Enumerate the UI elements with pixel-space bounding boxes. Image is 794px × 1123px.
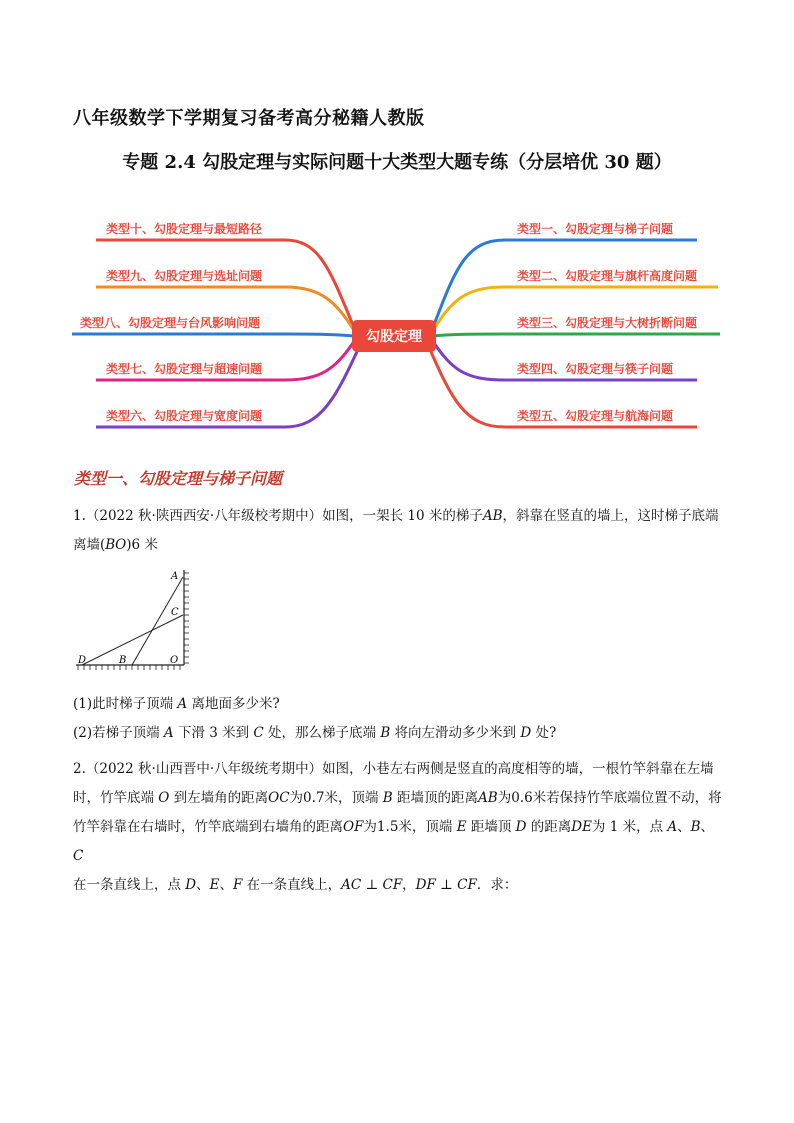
branch-left-3	[72, 334, 355, 336]
point-label-o: O	[170, 655, 179, 666]
mindmap-center-label: 勾股定理	[366, 329, 422, 345]
page-title: 专题 2.4 勾股定理与实际问题十大类型大题专练（分层培优 30 题）	[122, 152, 672, 173]
mindmap-right-label-1: 类型一、勾股定理与梯子问题	[517, 222, 674, 236]
mindmap-left-label-1: 类型十、勾股定理与最短路径	[106, 222, 263, 236]
section-heading: 类型一、勾股定理与梯子问题	[74, 469, 283, 488]
problem-1-text	[73, 502, 723, 560]
mindmap-right-label-3: 类型三、勾股定理与大树折断问题	[517, 316, 698, 330]
problem-2-line-4: 在一条直线上，点 𝐷、𝐸、𝐹 在一条直线上，𝐴𝐶 ⊥ 𝐶𝐹，𝐷𝐹 ⊥ 𝐶𝐹．求：	[73, 877, 518, 893]
document-header: 八年级数学下学期复习备考高分秘籍人教版	[73, 108, 425, 129]
mindmap-left-label-4: 类型七、勾股定理与超速问题	[106, 362, 263, 376]
mindmap-right-label-5: 类型五、勾股定理与航海问题	[517, 409, 674, 423]
problem-2-line-1: 2.（2022 秋·山西晋中·八年级统考期中）如图，小巷左右两侧是竖直的高度相等的墙，一根竹竿斜靠在左墙	[73, 761, 714, 777]
problem-1-question-2: (2)若梯子顶端 𝐴 下滑 3 米到 𝐶 处，那么梯子底端 𝐵 将向左滑动多少米到 𝐷 处?	[73, 725, 557, 741]
problem-1-questions	[73, 690, 723, 748]
wall-hatching	[184, 573, 189, 663]
point-label-c: C	[171, 607, 179, 618]
ground-hatching	[78, 665, 180, 670]
problem-1-line-1: 1.（2022 秋·陕西西安·八年级校考期中）如图，一架长 10 米的梯子𝐴𝐵，斜靠在竖直的墙上，这时梯子底端	[73, 508, 719, 524]
mindmap-diagram	[0, 0, 794, 440]
mindmap-left-label-5: 类型六、勾股定理与宽度问题	[106, 409, 263, 423]
ladder-figure	[70, 565, 200, 675]
point-label-d: D	[78, 655, 87, 666]
problem-1-line-2: 离墙(𝐵𝑂)6 米	[73, 537, 158, 553]
problem-1-question-1: (1)此时梯子顶端 𝐴 离地面多少米?	[73, 696, 280, 712]
point-label-b: B	[119, 655, 127, 666]
problem-2-text	[73, 755, 723, 900]
ladder-ab	[132, 577, 183, 665]
ladder-dc	[82, 615, 183, 665]
point-label-a: A	[171, 571, 179, 582]
mindmap-right-label-4: 类型四、勾股定理与筷子问题	[517, 362, 674, 376]
mindmap-left-label-2: 类型九、勾股定理与选址问题	[106, 269, 263, 283]
problem-2-line-2: 时，竹竿底端 𝑂 到左墙角的距离𝑂𝐶为0.7米，顶端 𝐵 距墙顶的距离𝐴𝐵为0.6米若保持竹竿底端位置不动，将	[73, 790, 722, 806]
branch-right-3	[432, 334, 720, 336]
mindmap-left-label-3: 类型八、勾股定理与台风影响问题	[80, 316, 261, 330]
problem-2-line-3: 竹竿斜靠在右墙时，竹竿底端到右墙角的距离𝑂𝐹为1.5米，顶端 𝐸 距墙顶 𝐷 的距离𝐷𝐸为 1 米，点 𝐴、𝐵、𝐶	[73, 819, 715, 864]
mindmap-right-label-2: 类型二、勾股定理与旗杆高度问题	[517, 269, 698, 283]
